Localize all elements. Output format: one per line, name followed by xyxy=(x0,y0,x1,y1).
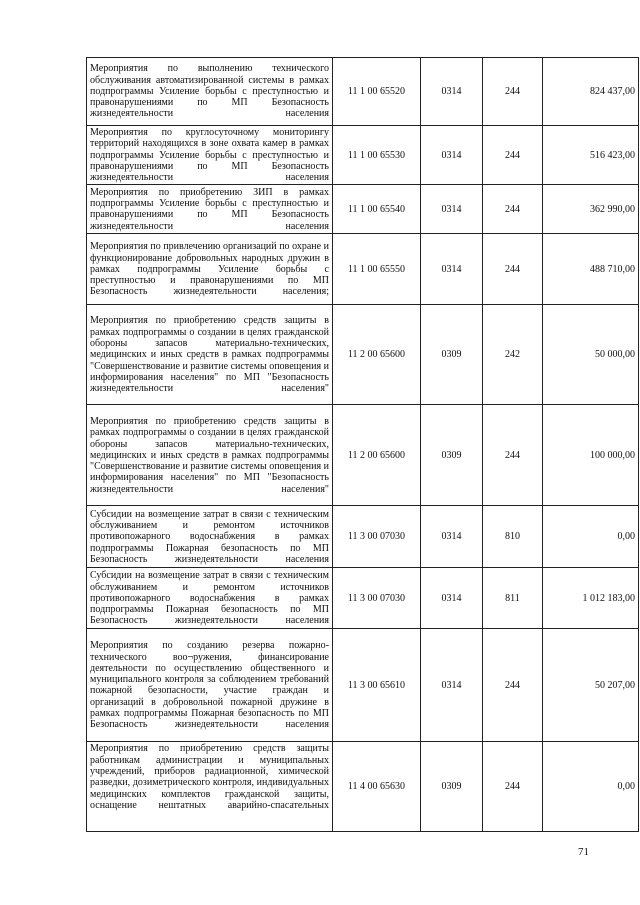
row-expense-type: 244 xyxy=(483,405,543,506)
budget-table xyxy=(86,57,639,832)
row-section-code: 0314 xyxy=(421,629,483,742)
table-row xyxy=(87,185,639,234)
table-row xyxy=(87,629,639,742)
row-expense-type: 244 xyxy=(483,629,543,742)
row-expense-type: 810 xyxy=(483,506,543,568)
row-amount: 516 423,00 xyxy=(543,126,639,185)
table-row xyxy=(87,568,639,629)
row-target-code: 11 2 00 65600 xyxy=(333,305,421,405)
row-section-code: 0314 xyxy=(421,126,483,185)
row-expense-type: 244 xyxy=(483,185,543,234)
row-target-code: 11 1 00 65530 xyxy=(333,126,421,185)
row-amount: 50 000,00 xyxy=(543,305,639,405)
row-amount: 1 012 183,00 xyxy=(543,568,639,629)
row-description: Мероприятия по приобретению ЗИП в рамках подпрограммы Усиление борьбы с преступностью и правонарушениями по МП Безопасность жизнедеятельности населения xyxy=(87,185,333,234)
table-row xyxy=(87,58,639,126)
row-expense-type: 244 xyxy=(483,58,543,126)
table-row xyxy=(87,742,639,832)
row-description: Мероприятия по созданию резерва пожарно-технического воо¬ружения, финансирование деятельности по осуществлению общественного и муниципального контроля за соблюдением требований пожарной безопасности, участие граждан и организаций в добровольной пожарной дружине в рамках подпрограммы Пожарная безопасность по МП Безопасность жизнедеятельности населения xyxy=(87,629,333,742)
table-row xyxy=(87,405,639,506)
row-amount: 0,00 xyxy=(543,742,639,832)
row-target-code: 11 1 00 65550 xyxy=(333,234,421,305)
row-description: Мероприятия по выполнению технического обслуживания автоматизированной системы в рамках подпрограммы Усиление борьбы с преступностью и правонарушениями по МП Безопасность жизнедеятельности населения xyxy=(87,58,333,126)
row-section-code: 0314 xyxy=(421,568,483,629)
row-amount: 100 000,00 xyxy=(543,405,639,506)
table-row xyxy=(87,305,639,405)
row-amount: 488 710,00 xyxy=(543,234,639,305)
row-target-code: 11 4 00 65630 xyxy=(333,742,421,832)
row-amount: 0,00 xyxy=(543,506,639,568)
row-amount: 362 990,00 xyxy=(543,185,639,234)
row-description: Мероприятия по приобретению средств защиты в рамках подпрограммы о создании в целях гражданской обороны запасов материально-технических, медицинских и иных средств в рамках подпрограммы "Совершенствование и развитие системы оповещения и информирования населения" по МП "Безопасность жизнедеятельности населения" xyxy=(87,305,333,405)
row-section-code: 0314 xyxy=(421,185,483,234)
row-target-code: 11 3 00 65610 xyxy=(333,629,421,742)
row-description: Субсидии на возмещение затрат в связи с техническим обслуживанием и ремонтом источников противопожарного водоснабжения в рамках подпрограммы Пожарная безопасность по МП Безопасность жизнедеятельности населения xyxy=(87,568,333,629)
row-amount: 50 207,00 xyxy=(543,629,639,742)
table-row xyxy=(87,126,639,185)
row-target-code: 11 3 00 07030 xyxy=(333,568,421,629)
row-expense-type: 244 xyxy=(483,126,543,185)
row-section-code: 0314 xyxy=(421,234,483,305)
row-target-code: 11 3 00 07030 xyxy=(333,506,421,568)
row-description: Субсидии на возмещение затрат в связи с техническим обслуживанием и ремонтом источников противопожарного водоснабжения в рамках подпрограммы Пожарная безопасность по МП Безопасность жизнедеятельности населения xyxy=(87,506,333,568)
row-description: Мероприятия по привлечению организаций по охране и функционирование добровольных народных дружин в рамках подпрограммы Усиление борьбы с преступностью и правонарушениями по МП Безопасность жизнедеятельности населения; xyxy=(87,234,333,305)
row-expense-type: 244 xyxy=(483,742,543,832)
row-target-code: 11 1 00 65540 xyxy=(333,185,421,234)
row-target-code: 11 2 00 65600 xyxy=(333,405,421,506)
row-target-code: 11 1 00 65520 xyxy=(333,58,421,126)
row-expense-type: 244 xyxy=(483,234,543,305)
row-expense-type: 242 xyxy=(483,305,543,405)
row-section-code: 0314 xyxy=(421,58,483,126)
table-row xyxy=(87,234,639,305)
row-description: Мероприятия по приобретению средств защиты в рамках подпрограммы о создании в целях гражданской обороны запасов материально-технических, медицинских и иных средств в рамках подпрограммы "Совершенствование и развитие системы оповещения и информирования населения" по МП "Безопасность жизнедеятельности населения" xyxy=(87,405,333,506)
row-section-code: 0314 xyxy=(421,506,483,568)
row-section-code: 0309 xyxy=(421,742,483,832)
row-amount: 824 437,00 xyxy=(543,58,639,126)
row-section-code: 0309 xyxy=(421,305,483,405)
row-section-code: 0309 xyxy=(421,405,483,506)
row-description: Мероприятия по приобретению средств защиты работникам администрации и муниципальных учреждений, приборов радиационной, химической разведки, дозиметрического контроля, индивидуальных медицинских комплектов гражданской защиты, оснащение нештатных аварийно-спасательных xyxy=(87,742,333,832)
page-number: 71 xyxy=(578,846,589,858)
row-description: Мероприятия по круглосуточному мониторингу территорий находящихся в зоне охвата камер в рамках подпрограммы Усиление борьбы с преступностью и правонарушениями по МП Безопасность жизнедеятельности населения xyxy=(87,126,333,185)
table-row xyxy=(87,506,639,568)
row-expense-type: 811 xyxy=(483,568,543,629)
